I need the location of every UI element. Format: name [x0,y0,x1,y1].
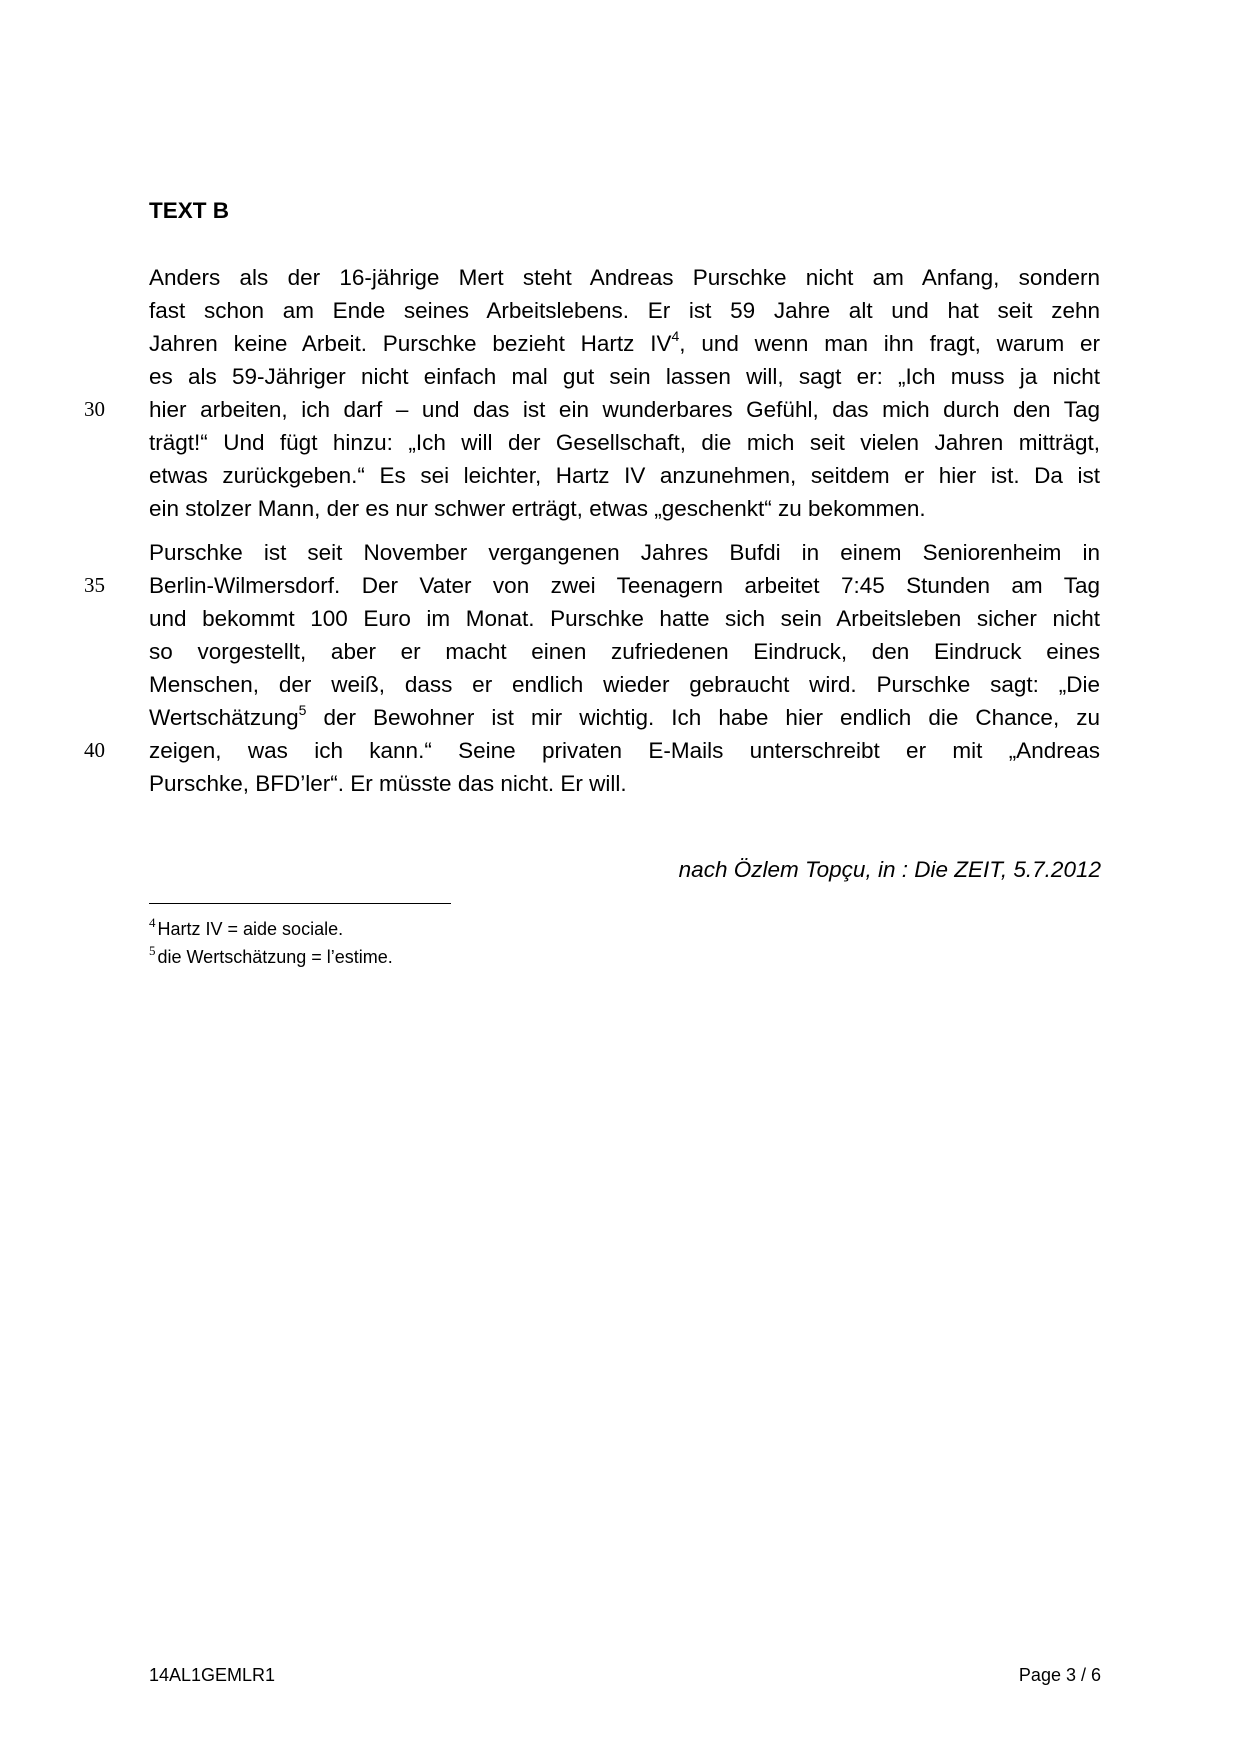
footnote [149,944,393,970]
text-line: Purschke ist seit November vergangenen Jahres Bufdi in einem Seniorenheim in [149,540,1100,565]
footnote-number: 4 [149,915,156,930]
text-line: Anders als der 16-jährige Mert steht Andreas Purschke nicht am Anfang, sondern [149,265,1100,290]
text-line: so vorgestellt, aber er macht einen zufriedenen Eindruck, den Eindruck eines [149,639,1100,664]
line-number: 35 [84,573,105,597]
line-number: 30 [84,397,105,421]
text-line: Wertschätzung$^5$ der Bewohner ist mir wichtig. Ich habe hier endlich die Chance, zu [149,702,1100,730]
text-line: und bekommt 100 Euro im Monat. Purschke hatte sich sein Arbeitsleben sicher nicht [149,606,1100,631]
page-number: Page 3 / 6 [1018,1665,1101,1685]
source-citation: nach Özlem Topçu, in : Die ZEIT, 5.7.2012 [678,857,1101,882]
text-line: Berlin-Wilmersdorf. Der Vater von zwei Teenagern arbeitet 7:45 Stunden am Tag [149,573,1100,598]
footnote-ref: 4 [671,328,680,344]
text-line: Jahren keine Arbeit. Purschke bezieht Hartz $IV^4$, und wenn man ihn fragt, warum er [149,328,1100,356]
line-number: 40 [84,738,105,762]
footnote-number: 5 [149,943,156,958]
footnote-text: Hartz IV = aide sociale. [157,919,344,939]
text-line: fast schon am Ende seines Arbeitslebens. Er ist 59 Jahre alt und hat seit zehn [149,298,1100,323]
text-line: zeigen, was ich kann.“ Seine privaten E-Mails unterschreibt er mit „Andreas [149,738,1100,763]
text-line: es als 59-Jähriger nicht einfach mal gut sein lassen will, sagt er: „Ich muss ja nicht [149,364,1100,389]
text-line: trägt!“ Und fügt hinzu: „Ich will der Gesellschaft, die mich seit vielen Jahren mitträgt, [149,430,1100,455]
text-line: etwas zurückgeben.“ Es sei leichter, Hartz IV anzunehmen, seitdem er hier ist. Da ist [149,463,1100,488]
text-line: Menschen, der weiß, dass er endlich wieder gebraucht wird. Purschke sagt: „Die [149,672,1100,697]
footnote [149,916,343,942]
footnote-ref: 5 [298,702,307,718]
footnote-divider [149,903,451,904]
section-heading: TEXT B [149,198,230,223]
document-code: 14AL1GEMLR1 [149,1665,276,1685]
text-line: hier arbeiten, ich darf – und das ist ein wunderbares Gefühl, das mich durch den Tag [149,397,1100,422]
footnote-text: die Wertschätzung = l’estime. [157,947,393,967]
text-line: Purschke, BFD’ler“. Er müsste das nicht. Er will. [149,771,627,796]
text-line: ein stolzer Mann, der es nur schwer erträgt, etwas „geschenkt“ zu bekommen. [149,496,926,521]
